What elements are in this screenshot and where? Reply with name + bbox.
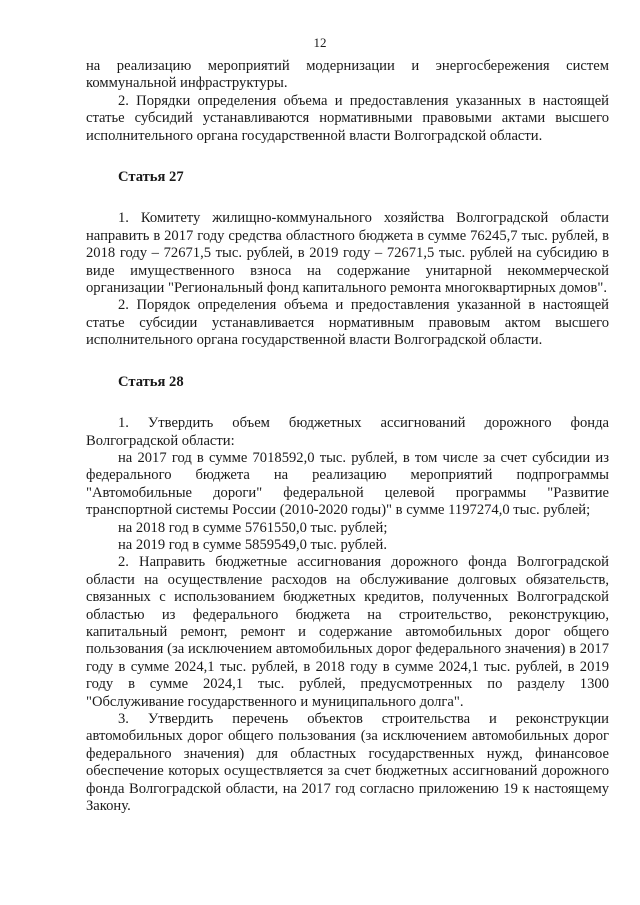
article-28-item-2: 2. Направить бюджетные ассигнования дорожного фонда Волгоградской области на осуществление расходов на обслуживание долговых обязательств, связанных с использованием бюджетных кредитов, полученных Волгоградской областью из федерального бюджета на строительство, реконструкцию, капитальный ремонт, ремонт и содержание автомобильных дорог общего пользования (за исключением автомобильных дорог федерального значения) в 2017 году в сумме 2024,1 тыс. рублей, в 2018 году в сумме 2024,1 тыс. рублей, в 2019 году в сумме 2024,1 тыс. рублей, предусмотренных по разделу 1300 "Обслуживание государственного и муниципального долга". (86, 554, 609, 710)
article-28-title: Статья 28 (118, 373, 184, 390)
article-28-item-1-2018: на 2018 год в сумме 5761550,0 тыс. рублей; (118, 519, 388, 536)
article-28-item-1-2017: на 2017 год в сумме 7018592,0 тыс. рублей, в том числе за счет субсидии из федерального бюджета на реализацию мероприятий подпрограммы "Автомобильные дороги" федеральной целевой программы "Развитие транспортной системы России (2010-2020 годы)" в сумме 1197274,0 тыс. рублей; (86, 449, 609, 519)
article-28-item-3: 3. Утвердить перечень объектов строительства и реконструкции автомобильных дорог общего пользования (за исключением автомобильных дорог федерального значения) для областных государственных нужд, финансовое обеспечение которых осуществляется за счет бюджетных ассигнований дорожного фонда Волгоградской области, на 2017 год согласно приложению 19 к настоящему Закону. (86, 711, 609, 815)
article-27-title: Статья 27 (118, 169, 184, 186)
article-28-item-1: 1. Утвердить объем бюджетных ассигнований дорожного фонда Волгоградской области: (86, 415, 609, 449)
article-28-item-1-2019: на 2019 год в сумме 5859549,0 тыс. рублей. (118, 536, 387, 553)
article-27-item-1: 1. Комитету жилищно-коммунального хозяйства Волгоградской области направить в 2017 году средства областного бюджета в сумме 76245,7 тыс. рублей, в 2018 году – 72671,5 тыс. рублей, в 2019 году – 72671,5 тыс. рублей на субсидию в виде имущественного взноса на содержание унитарной некоммерческой организации "Региональный фонд капитального ремонта многоквартирных домов". (86, 210, 609, 297)
document-body (86, 58, 609, 815)
paragraph-subsidy-procedures: 2. Порядки определения объема и предоставления указанных в настоящей статье субсидий устанавливаются нормативными правовыми актами высшего исполнительного органа государственной власти Волгоградской области. (86, 92, 609, 144)
paragraph-continuation: на реализацию мероприятий модернизации и энергосбережения систем коммунальной инфраструктуры. (86, 58, 609, 92)
article-27-item-2: 2. Порядок определения объема и предоставления указанной в настоящей статье субсидии устанавливается нормативным правовым актом высшего исполнительного органа государственной власти Волгоградской области. (86, 297, 609, 349)
page-number: 12 (313, 35, 327, 50)
